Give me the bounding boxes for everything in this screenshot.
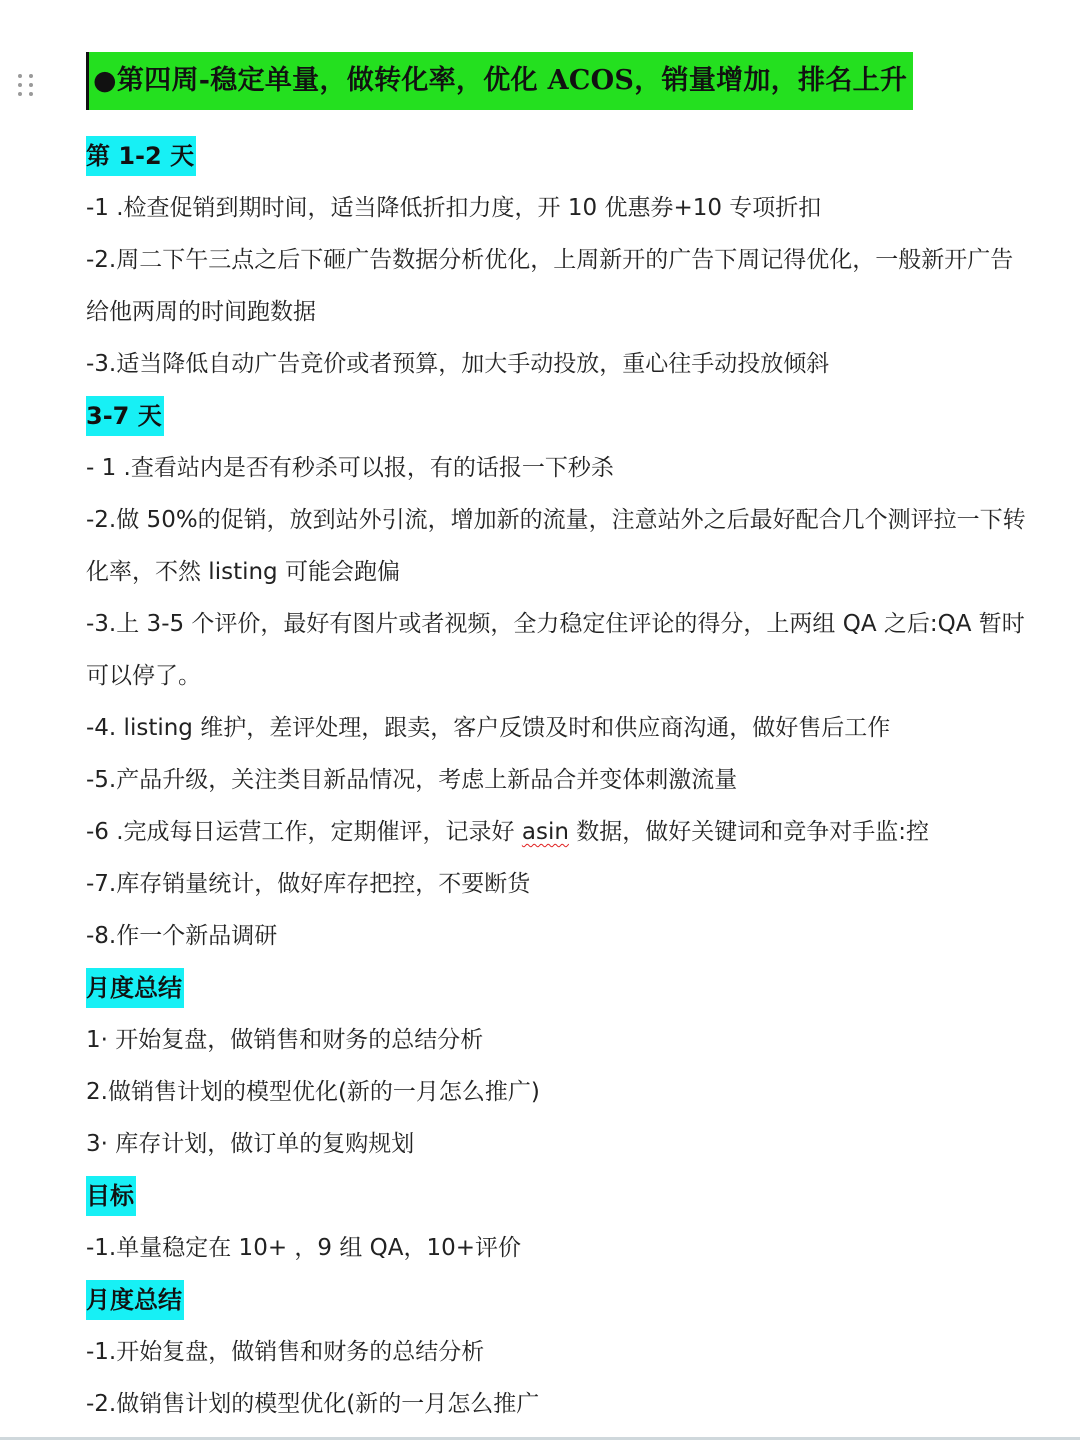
section-heading-monthly-summary-2: 月度总结 <box>86 1280 184 1320</box>
section-heading-goal: 目标 <box>86 1176 136 1216</box>
list-item-text: 数据，做好关键词和竞争对手监:控 <box>568 819 929 845</box>
list-item: - 1 .查看站内是否有秒杀可以报，有的话报一下秒杀 <box>86 455 614 481</box>
list-item <box>86 806 1036 858</box>
list-item: -7.库存销量统计，做好库存把控，不要断货 <box>86 871 531 897</box>
drag-dot <box>18 74 22 78</box>
list-item: -3.上 3-5 个评价，最好有图片或者视频，全力稳定住评论的得分，上两组 QA 之后:QA 暂时可以停了。 <box>86 611 1025 689</box>
drag-dot <box>29 83 33 87</box>
list-item: -1.单量稳定在 10+ ，9 组 QA，10+评价 <box>86 1235 522 1261</box>
list-item: -2.做销售计划的模型优化(新的一月怎么推广 <box>86 1391 540 1417</box>
section-heading-day-1-2: 第 1-2 天 <box>86 136 196 176</box>
drag-handle-icon[interactable] <box>18 74 36 98</box>
list-item: -1.开始复盘，做销售和财务的总结分析 <box>86 1339 485 1365</box>
list-item-text: -6 .完成每日运营工作，定期催评，记录好 <box>86 819 522 845</box>
section-heading-day-3-7: 3-7 天 <box>86 396 164 436</box>
drag-dot <box>18 83 22 87</box>
spellcheck-word[interactable]: asin <box>521 819 569 845</box>
drag-dot <box>18 92 22 96</box>
section-heading-monthly-summary: 月度总结 <box>86 968 184 1008</box>
list-item: -1 .检查促销到期时间，适当降低折扣力度，开 10 优惠券+10 专项折扣 <box>86 195 822 221</box>
drag-dot <box>29 92 33 96</box>
list-item: 2.做销售计划的模型优化(新的一月怎么推广) <box>86 1079 540 1105</box>
page-title-text: ●第四周-稳定单量，做转化率，优化 ACOS，销量增加，排名上升 <box>93 65 908 96</box>
list-item: -2.周二下午三点之后下砸广告数据分析优化，上周新开的广告下周记得优化，一般新开广告给他两周的时间跑数据 <box>86 247 1014 325</box>
list-item: -8.作一个新品调研 <box>86 923 278 949</box>
list-item: -5.产品升级，关注类目新品情况，考虑上新品合并变体刺激流量 <box>86 767 738 793</box>
drag-dot <box>29 74 33 78</box>
page-title <box>86 52 913 110</box>
document-body[interactable] <box>86 52 1036 1430</box>
list-item: -3.适当降低自动广告竞价或者预算，加大手动投放，重心往手动投放倾斜 <box>86 351 830 377</box>
list-item: -4. listing 维护，差评处理，跟卖，客户反馈及时和供应商沟通，做好售后工作 <box>86 715 891 741</box>
list-item: 3· 库存计划，做订单的复购规划 <box>86 1131 415 1157</box>
list-item: -2.做 50%的促销，放到站外引流，增加新的流量，注意站外之后最好配合几个测评拉一下转化率，不然 listing 可能会跑偏 <box>86 507 1026 585</box>
list-item: 1· 开始复盘，做销售和财务的总结分析 <box>86 1027 484 1053</box>
